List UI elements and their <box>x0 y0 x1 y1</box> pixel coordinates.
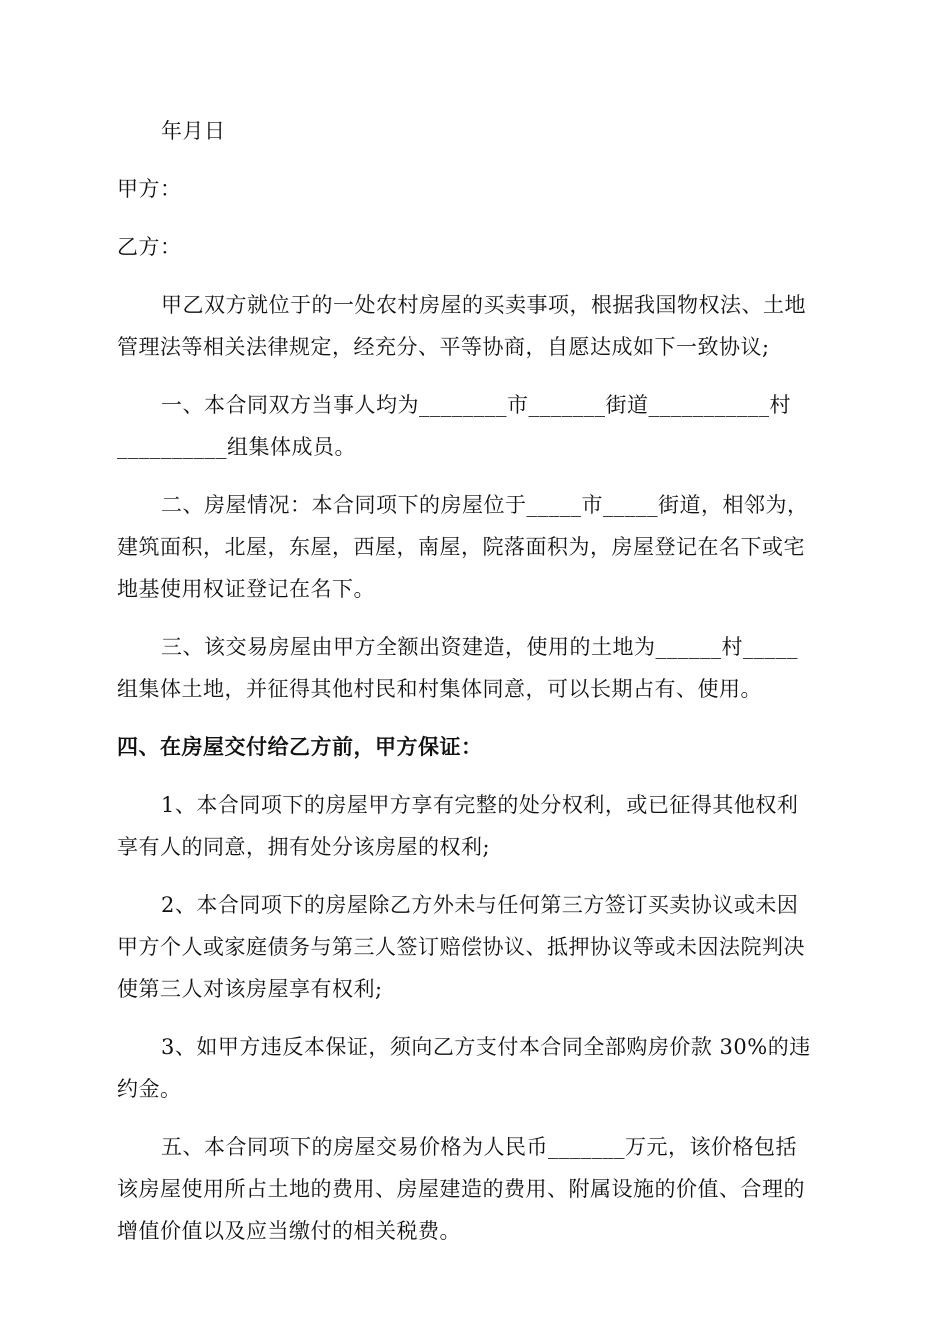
text-line: 三、该交易房屋由甲方全额出资建造，使用的土地为______村_____ <box>161 635 798 659</box>
date-line: 年月日 <box>161 119 226 143</box>
contract-page <box>117 110 833 1252</box>
text-line: 使第三人对该房屋享有权利; <box>117 977 383 1001</box>
text-line: 3、如甲方违反本保证，须向乙方支付本合同全部购房价款 30%的违 <box>161 1035 811 1059</box>
clause-3 <box>117 626 833 710</box>
text-line: 二、房屋情况：本合同项下的房屋位于_____市_____街道，相邻为， <box>161 493 809 517</box>
text-line: 2、本合同项下的房屋除乙方外未与任何第三方签订买卖协议或未因 <box>161 893 799 917</box>
text-line: 建筑面积，北屋，东屋，西屋，南屋，院落面积为，房屋登记在名下或宅 <box>117 535 805 559</box>
preamble-paragraph <box>117 284 833 368</box>
clause-5 <box>117 1126 833 1252</box>
text-line: 1、本合同项下的房屋甲方享有完整的处分权利，或已征得其他权利 <box>161 793 799 817</box>
party-b-label: 乙方： <box>117 235 182 259</box>
text-line: 享有人的同意，拥有处分该房屋的权利; <box>117 835 491 859</box>
text-line: 五、本合同项下的房屋交易价格为人民币_______万元，该价格包括 <box>161 1135 797 1159</box>
clause-1 <box>117 384 833 468</box>
clause-4-heading: 四、在房屋交付给乙方前，甲方保证： <box>117 734 483 759</box>
text-line: 甲乙双方就位于的一处农村房屋的买卖事项，根据我国物权法、土地 <box>161 293 806 317</box>
text-line: 地基使用权证登记在名下。 <box>117 577 375 601</box>
party-a-label: 甲方： <box>117 177 182 201</box>
text-line: 组集体土地，并征得其他村民和村集体同意，可以长期占有、使用。 <box>117 677 762 701</box>
clause-4-item-2 <box>117 884 833 1010</box>
text-line: __________组集体成员。 <box>117 435 356 459</box>
clause-2 <box>117 484 833 610</box>
text-line: 该房屋使用所占土地的费用、房屋建造的费用、附属设施的价值、合理的 <box>117 1177 805 1201</box>
text-line: 增值价值以及应当缴付的相关税费。 <box>117 1219 461 1243</box>
clause-4-item-1 <box>117 784 833 868</box>
text-line: 约金。 <box>117 1077 182 1101</box>
text-line: 一、本合同双方当事人均为________市_______街道___________村 <box>161 393 791 417</box>
text-line: 管理法等相关法律规定，经充分、平等协商，自愿达成如下一致协议; <box>117 335 770 359</box>
clause-4-item-3 <box>117 1026 833 1110</box>
text-line: 甲方个人或家庭债务与第三人签订赔偿协议、抵押协议等或未因法院判决 <box>117 935 805 959</box>
